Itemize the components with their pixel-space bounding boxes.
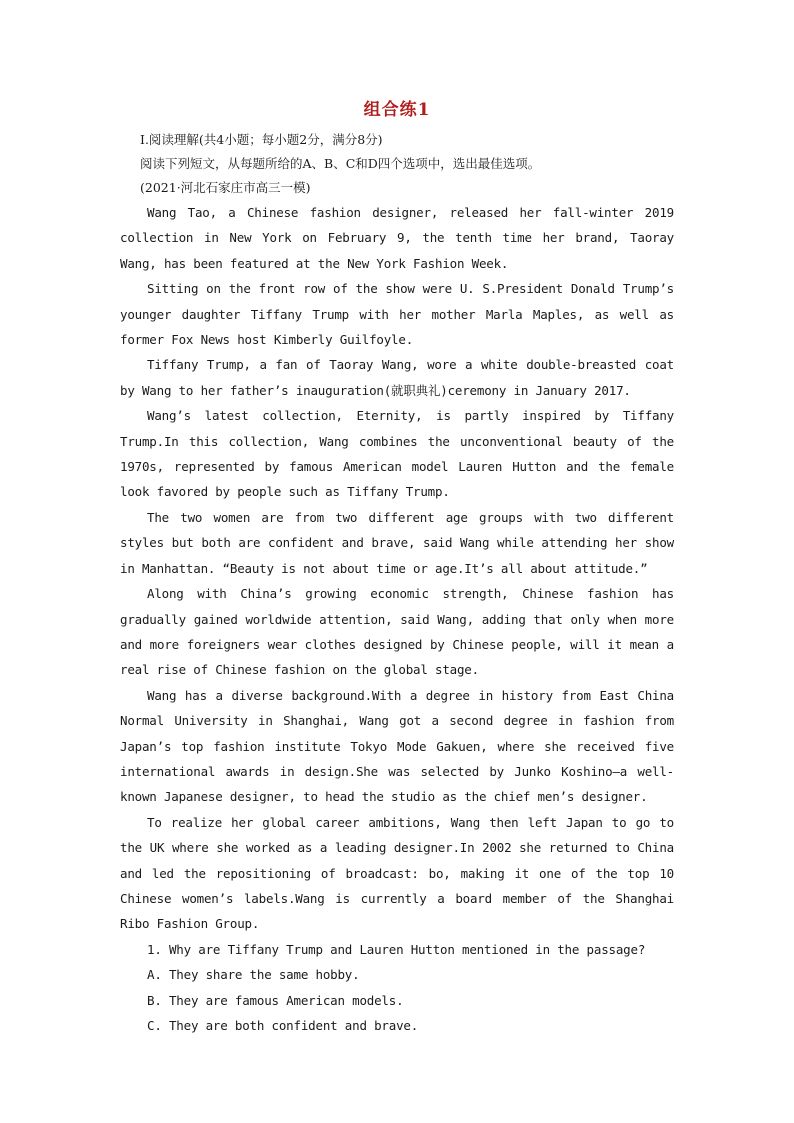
passage-paragraph: Wang has a diverse background.With a degree in history from East China Normal University in Shanghai, Wang got a second degree in fashion from Japan’s top fashion institute Tokyo Mode Gakuen, where she received five international awards in design.She was selected by Junko Koshino—a well-known Japanese designer, to head the studio as the chief men’s designer. [120,687,674,805]
exercise-page [120,96,674,1038]
source-note: (2021·河北石家庄市高三一模) [140,180,311,195]
passage-paragraph: To realize her global career ambitions, Wang then left Japan to go to the UK where she worked as a leading designer.In 2002 she returned to China and led the repositioning of broadcast: bo, making it one of the top 10 Chinese women’s labels.Wang is currently a board member of the Shanghai Ribo Fashion Group. [120,814,674,932]
passage-paragraph: Sitting on the front row of the show were U. S.President Donald Trump’s younger daughter Tiffany Trump with her mother Marla Maples, as well as former Fox News host Kimberly Guilfoyle. [120,281,674,348]
passage-paragraph: The two women are from two different age groups with two different styles but both are confident and brave, said Wang while attending her show in Manhattan. “Beauty is not about time or age.It’s all about attitude.” [120,509,674,576]
passage-paragraph: Tiffany Trump, a fan of Taoray Wang, wore a white double-breasted coat by Wang to her father’s inauguration(就职典礼)ceremony in January 2017. [120,357,674,398]
question-block [120,937,674,1039]
instruction-text: 阅读下列短文，从每题所给的A、B、C和D四个选项中，选出最佳选项。 [140,156,541,171]
passage-paragraph: Along with China’s growing economic strength, Chinese fashion has gradually gained worldwide attention, said Wang, adding that only when more and more foreigners wear clothes designed by Chinese people, will it mean a real rise of Chinese fashion on the global stage. [120,586,674,678]
section-header: Ⅰ.阅读理解(共4小题；每小题2分，满分8分) [140,132,383,147]
passage-paragraph: Wang’s latest collection, Eternity, is partly inspired by Tiffany Trump.In this collection, Wang combines the unconventional beauty of the 1970s, represented by famous American model Lauren Hutton and the female look favored by people such as Tiffany Trump. [120,408,674,500]
answer-option-c: C. They are both confident and brave. [147,1018,419,1033]
reading-passage [120,200,674,937]
page-title: 组合练1 [363,100,431,120]
answer-option-a: A. They share the same hobby. [147,967,360,983]
passage-paragraph: Wang Tao, a Chinese fashion designer, released her fall-winter 2019 collection in New York on February 9, the tenth time her brand, Taoray Wang, has been featured at the New York Fashion Week. [120,205,674,271]
answer-option-b: B. They are famous American models. [147,992,404,1008]
question-text: 1. Why are Tiffany Trump and Lauren Hutton mentioned in the passage? [147,941,646,957]
